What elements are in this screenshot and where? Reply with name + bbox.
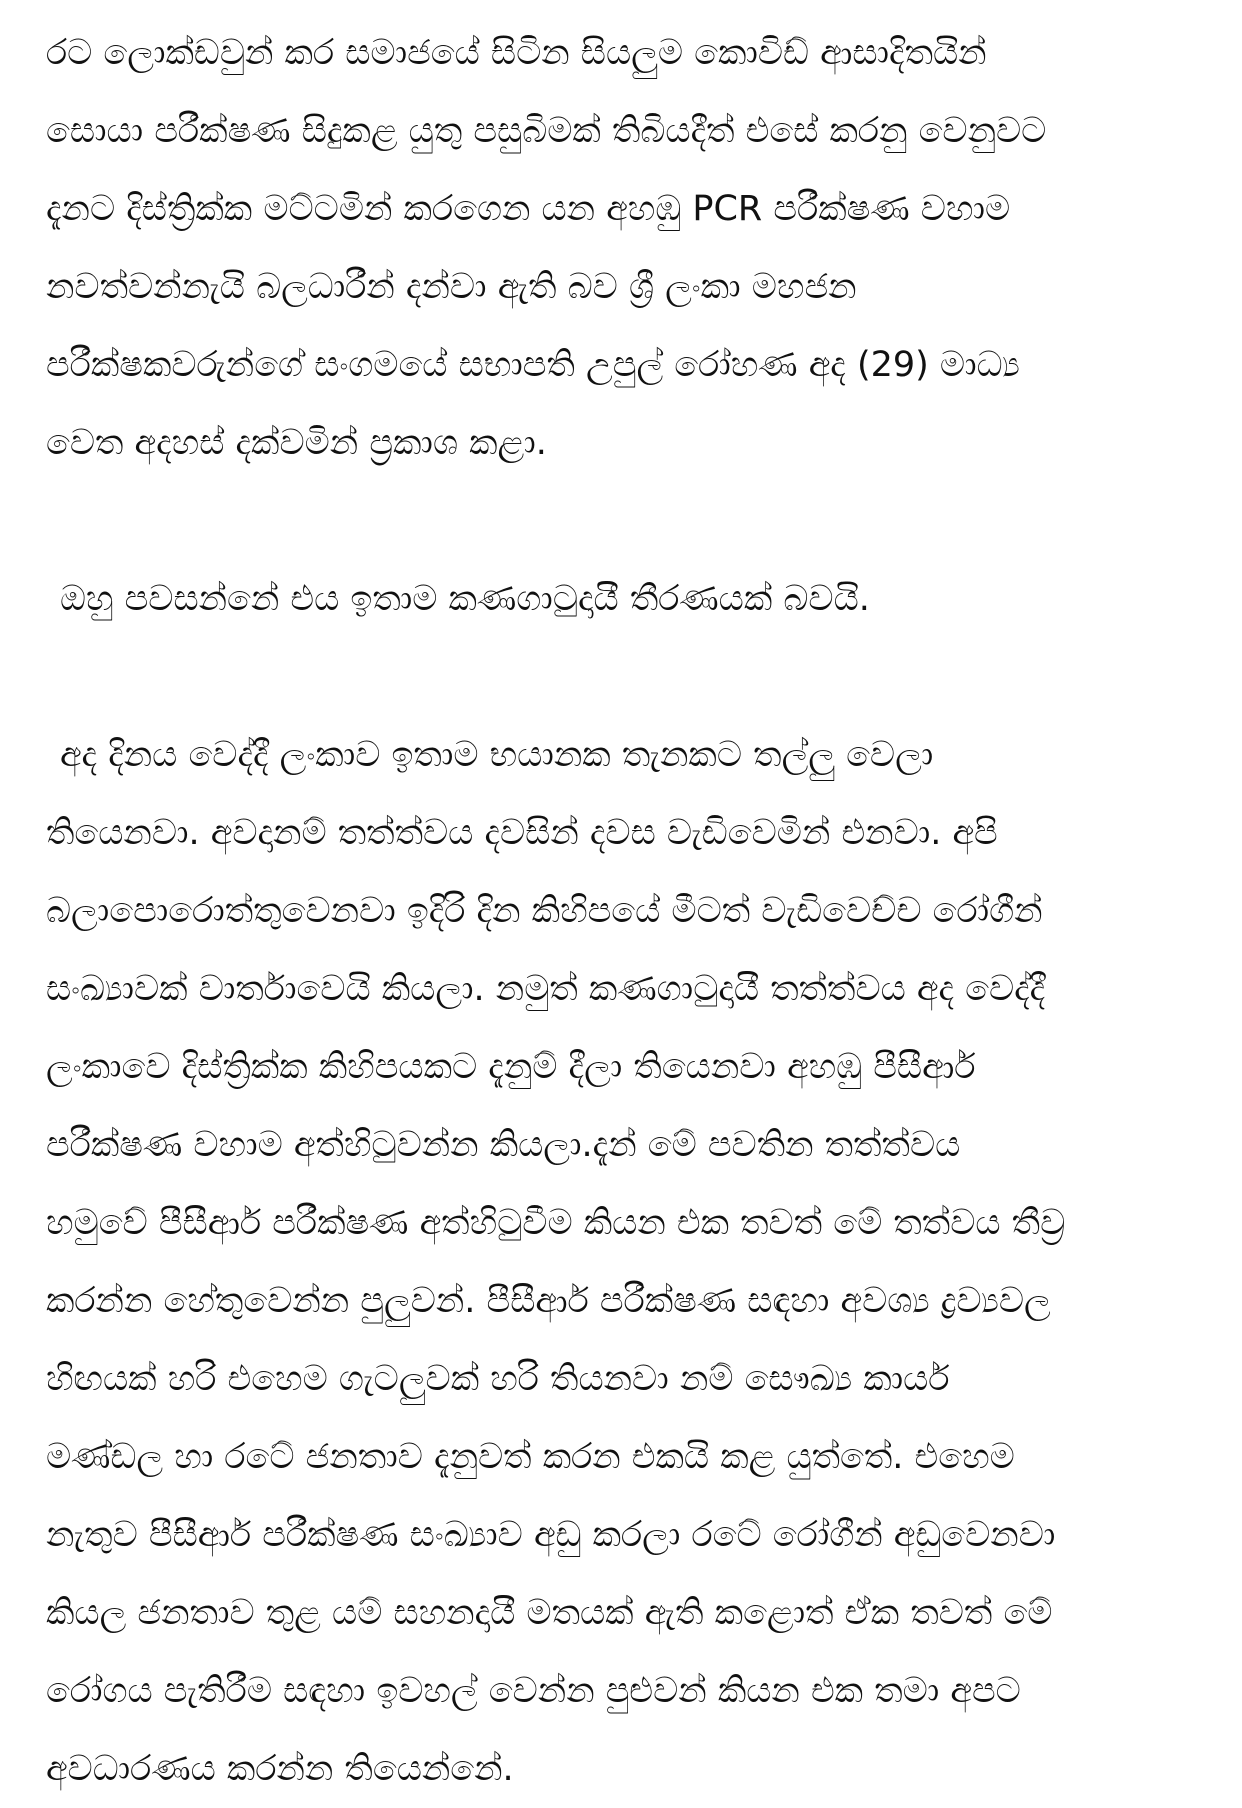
text-line: පරීක්ෂකවරුන්ගේ සංගමයේ සභාපති උපුල් රෝහණ අද (29) මාධ්‍ය — [46, 345, 1020, 385]
text-line: අවධාරණය කරන්න තියෙන්නේ. — [46, 1749, 514, 1789]
paragraph-spacer — [46, 638, 1211, 716]
paragraph-3 — [46, 716, 1211, 1808]
text-line: වෙත අදහස් දක්වමින් ප්‍රකාශ කළා. — [46, 423, 547, 463]
document-body — [46, 14, 1211, 1808]
text-line: නවත්වන්නැයි බලධාරීන් දන්වා ඇති බව ශ්‍රී ලංකා මහජන — [46, 267, 857, 307]
text-line: සොයා පරීක්ෂණ සිදුකළ යුතු පසුබිමක් තිබියදීත් එසේ කරනු වෙනුවට — [46, 111, 1047, 151]
text-line: නැතුව පීසීආර් පරීක්ෂණ සංඛ්‍යාව අඩු කරලා රටේ රෝගීන් අඩුවෙනවා — [46, 1515, 1056, 1555]
text-line: බලාපොරොත්තුවෙනවා ඉදිරි දින කිහිපයේ මීටත් වැඩිවෙච්ච රෝගීන් — [46, 891, 1043, 931]
paragraph-2 — [46, 560, 1211, 638]
text-line: හිඟයක් හරි එහෙම ගැටලුවක් හරි තියනවා නම් සෞඛ්‍ය කාර්ය — [46, 1359, 950, 1399]
text-line: ඔහු පවසන්නේ එය ඉතාම කණගාටුදායී තීරණයක් බවයි. — [60, 579, 870, 619]
text-line: කියල ජනතාව තුළ යම් සහනදායී මතයක් ඇති කළොත් ඒක තවත් මේ — [46, 1593, 1053, 1633]
text-line: පරීක්ෂණ වහාම අත්හිටුවන්න කියලා.දැන් මේ පවතින තත්ත්වය — [46, 1125, 961, 1165]
paragraph-spacer — [46, 482, 1211, 560]
paragraph-1 — [46, 14, 1211, 482]
text-line: හමුවේ පීසීආර් පරීක්ෂණ අත්හිටුවීම කියන එක තවත් මේ තත්වය තීව්‍ර — [46, 1203, 1066, 1243]
text-line: අද දිනය වෙද්දී ලංකාව ඉතාම භයානක තැනකට තල්ලු වෙලා — [60, 735, 934, 775]
text-line: රට ලොක්ඩවුන් කර සමාජයේ සිටින සියලුම කොවිඩ් ආසාදිතයින් — [46, 33, 987, 73]
text-line: තියෙනවා. අවදානම් තත්ත්වය දවසින් දවස වැඩිවෙමින් එනවා. අපි — [46, 813, 998, 853]
text-line: සංඛ්‍යාවක් වාර්තාවෙයි කියලා. නමුත් කණගාටුදායී තත්ත්වය අද වෙද්දී — [46, 969, 1046, 1009]
text-line: මණ්ඩල හා රටේ ජනතාව දැනුවත් කරන එකයි කළ යුත්තේ. එහෙම — [46, 1437, 1015, 1477]
text-line: රෝගය පැතිරීම සඳහා ඉවහල් වෙන්න පුළුවන් කියන එක තමා අපට — [46, 1671, 1021, 1711]
text-line: ලංකාවෙ දිස්ත්‍රික්ක කිහිපයකට දැනුම් දීලා තියෙනවා අහඹු පීසීආර් — [46, 1047, 976, 1087]
text-line: කරන්න හේතුවෙන්න පුලුවන්. පීසීආර් පරීක්ෂණ සඳහා අවශ්‍ය ද්‍රව්‍යවල — [46, 1281, 1051, 1321]
text-line: දැනට දිස්ත්‍රික්ක මට්ටමින් කරගෙන යන අහඹු PCR පරීක්ෂණ වහාම — [46, 189, 1011, 229]
